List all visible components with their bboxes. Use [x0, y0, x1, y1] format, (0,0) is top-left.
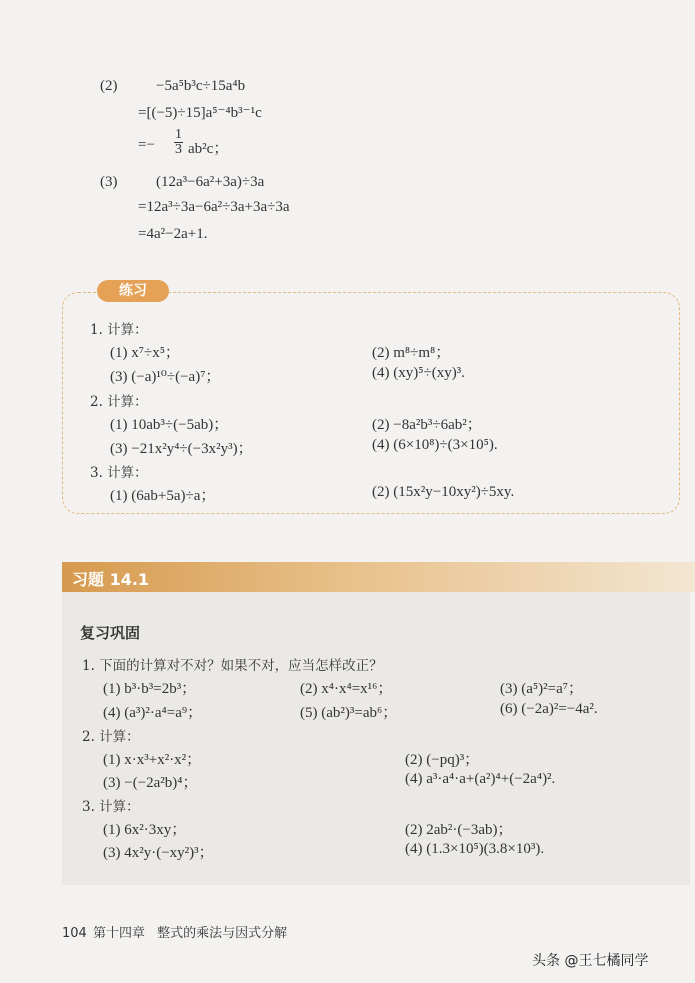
practice-q3-label: 3. 计算： — [90, 465, 148, 481]
example-2-line-3-suffix: ab²c； — [188, 141, 229, 157]
exercise-q2-label: 2. 计算： — [82, 729, 140, 745]
page-footer — [62, 922, 287, 941]
example-3-line-2: =12a³÷3a−6a²÷3a+3a÷3a — [138, 199, 290, 215]
page-number: 104 — [62, 926, 87, 941]
exercise-q3-item: (4) (1.3×10⁵)(3.8×10³). — [405, 841, 545, 857]
watermark: 头条 @王七橘同学 — [532, 953, 649, 969]
example-3-label: (3) — [100, 174, 118, 190]
exercise-q1-item: (1) b³·b³=2b³； — [103, 681, 197, 697]
example-3-line-3: =4a²−2a+1. — [138, 226, 208, 242]
practice-q2-item: (1) 10ab³÷(−5ab)； — [110, 417, 229, 433]
practice-q1-item: (3) (−a)¹⁰÷(−a)⁷； — [110, 369, 221, 385]
chapter-title: 整式的乘法与因式分解 — [157, 926, 288, 941]
exercise-q1-label: 1. 下面的计算对不对？如果不对，应当怎样改正？ — [82, 658, 383, 674]
exercise-q1-item: (5) (ab²)³=ab⁶； — [300, 705, 398, 721]
practice-q1-item: (1) x⁷÷x⁵； — [110, 345, 180, 361]
fraction-denominator: 3 — [175, 142, 182, 157]
practice-q3-item: (2) (15x²y−10xy²)÷5xy. — [372, 484, 515, 500]
example-2-label: (2) — [100, 78, 118, 94]
example-2-line-3-prefix: =− — [138, 137, 155, 153]
exercise-q1-item: (4) (a³)²·a⁴=a⁹； — [103, 705, 203, 721]
chapter-label: 第十四章 — [92, 926, 145, 941]
exercises-header — [62, 562, 695, 592]
practice-q1-label: 1. 计算： — [90, 322, 148, 338]
practice-box — [62, 292, 680, 514]
practice-title: 练习 — [97, 280, 169, 302]
exercise-q1-item: (6) (−2a)²=−4a². — [500, 701, 598, 717]
exercise-q3-label: 3. 计算： — [82, 799, 140, 815]
practice-q2-label: 2. 计算： — [90, 394, 148, 410]
practice-q1-item: (4) (xy)⁵÷(xy)³. — [372, 365, 465, 381]
exercise-q2-item: (4) a³·a⁴·a+(a²)⁴+(−2a⁴)². — [405, 771, 556, 787]
example-2-line-2: =[(−5)÷15]a⁵⁻⁴b³⁻¹c — [138, 105, 262, 121]
practice-q2-item: (3) −21x²y⁴÷(−3x²y³)； — [110, 441, 253, 457]
example-3-line-1: (12a³−6a²+3a)÷3a — [156, 174, 265, 190]
exercise-q2-item: (3) −(−2a²b)⁴； — [103, 775, 198, 791]
exercise-q1-item: (3) (a⁵)²=a⁷； — [500, 681, 583, 697]
exercise-q2-item: (2) (−pq)³； — [405, 752, 480, 768]
section-title: 复习巩固 — [80, 624, 141, 642]
exercise-q3-item: (1) 6x²·3xy； — [103, 822, 187, 838]
exercise-q3-item: (2) 2ab²·(−3ab)； — [405, 822, 513, 838]
exercise-q2-item: (1) x·x³+x²·x²； — [103, 752, 202, 768]
exercise-q3-item: (3) 4x²y·(−xy²)³； — [103, 845, 214, 861]
exercise-q1-item: (2) x⁴·x⁴=x¹⁶； — [300, 681, 393, 697]
practice-q1-item: (2) m⁸÷m⁸； — [372, 345, 451, 361]
fraction-one-third — [174, 128, 183, 157]
practice-q3-item: (1) (6ab+5a)÷a； — [110, 488, 216, 504]
exercises-title: 习题 14.1 — [72, 570, 150, 589]
practice-q2-item: (2) −8a²b³÷6ab²； — [372, 417, 482, 433]
example-2-line-1: −5a⁵b³c÷15a⁴b — [156, 78, 246, 94]
fraction-numerator: 1 — [175, 127, 182, 142]
practice-q2-item: (4) (6×10⁸)÷(3×10⁵). — [372, 437, 498, 453]
